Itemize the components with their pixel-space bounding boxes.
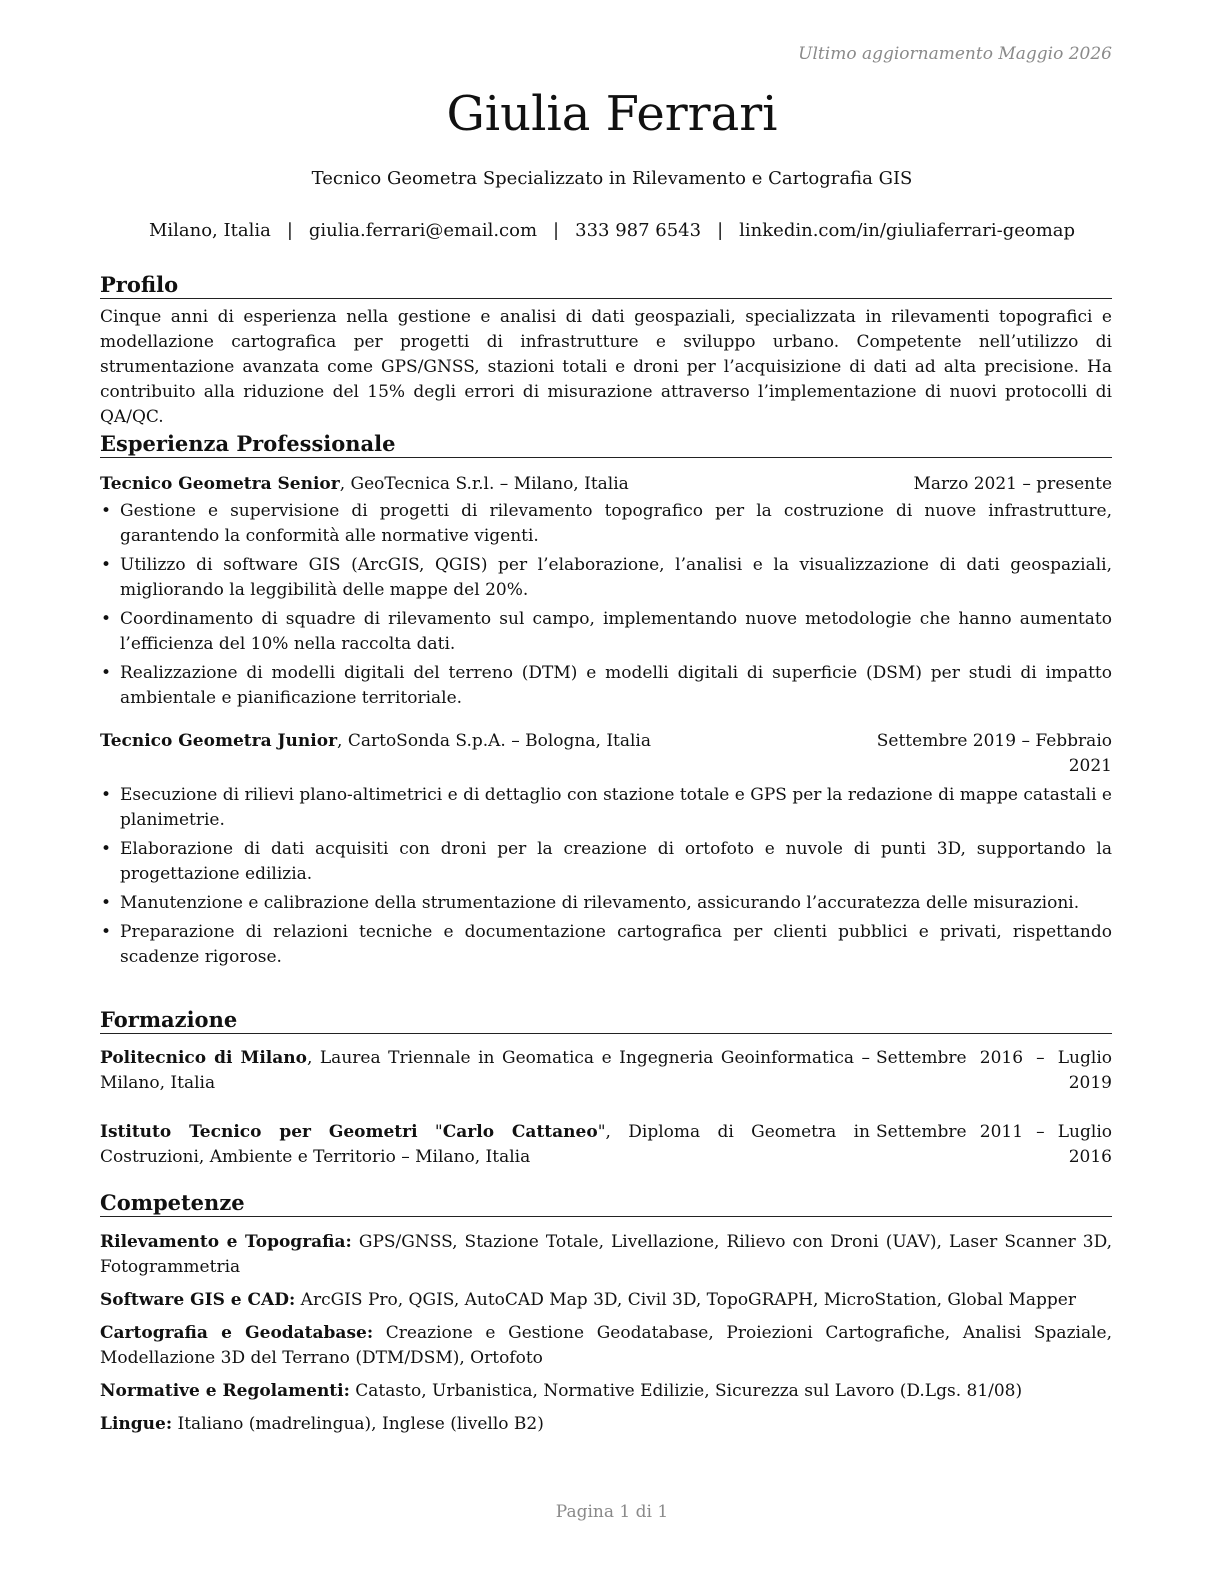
section-title-skills: Competenze <box>100 1190 1112 1217</box>
job-date: Marzo 2021 – presente <box>913 474 1112 494</box>
profile-section <box>100 272 1112 430</box>
profile-summary: Cinque anni di esperienza nella gestione e analisi di dati geospaziali, specializzata in rilevamenti topografici e modellazione cartografica per progetti di infrastrutture e sviluppo urbano. Competente nell’utilizzo di strumentazione avanzata come GPS/GNSS, stazioni totali e droni per l’acquisizione di dati ad alta precisione. Ha contribuito alla riduzione del 15% degli errori di misurazione attraverso l’implementazione di nuovi protocolli di QA/QC. <box>100 307 1112 427</box>
skill-label: Software GIS e CAD: <box>100 1290 296 1310</box>
skill-label: Rilevamento e Topografia: <box>100 1232 352 1252</box>
education-school: Politecnico di Milano <box>100 1048 307 1068</box>
candidate-name: Giulia Ferrari <box>446 86 778 142</box>
contact-line <box>0 220 1224 241</box>
quote-mark: " <box>417 1122 443 1142</box>
page-number: Pagina 1 di 1 <box>555 1502 669 1522</box>
job-entry <box>100 729 1112 970</box>
skill-label: Cartografia e Geodatabase: <box>100 1323 374 1343</box>
education-degree: , Diploma di Geometra in Costruzioni, Ambiente e Territorio – Milano, Italia <box>100 1122 871 1167</box>
list-item: • Manutenzione e calibrazione della strumentazione di rilevamento, assicurando l’accuratezza delle misurazioni. <box>120 891 1112 916</box>
list-item: • Coordinamento di squadre di rilevamento sul campo, implementando nuove metodologie che hanno aumentato l’efficienza del 10% nella raccolta dati. <box>120 607 1112 657</box>
quote-mark: " <box>597 1122 606 1142</box>
list-item: • Preparazione di relazioni tecniche e documentazione cartografica per clienti pubblici e privati, rispettando scadenze rigorose. <box>120 920 1112 970</box>
contact-separator: | <box>286 220 293 241</box>
contact-location: Milano, Italia <box>148 220 271 241</box>
experience-section <box>100 431 1112 974</box>
section-title-profile: Profilo <box>100 272 1112 299</box>
education-school-name: Carlo Cattaneo <box>442 1122 598 1142</box>
skill-text: GPS/GNSS, Stazione Totale, Livellazione, Rilievo con Droni (UAV), Laser Scanner 3D, Fotogrammetria <box>100 1232 1112 1277</box>
section-title-experience: Esperienza Professionale <box>100 431 1112 458</box>
skill-text: ArcGIS Pro, QGIS, AutoCAD Map 3D, Civil 3D, TopoGRAPH, MicroStation, Global Mapper <box>295 1290 1076 1310</box>
list-item: • Realizzazione di modelli digitali del terreno (DTM) e modelli digitali di superficie (DSM) per studi di impatto ambientale e pianificazione territoriale. <box>120 661 1112 711</box>
education-detail <box>100 1120 870 1170</box>
job-bullets <box>100 783 1112 970</box>
education-section <box>100 1007 1112 1170</box>
contact-email[interactable]: giulia.ferrari@email.com <box>308 220 538 241</box>
last-updated: Ultimo aggiornamento Maggio 2026 <box>798 44 1112 64</box>
education-detail <box>100 1046 870 1096</box>
education-school: Istituto Tecnico per Geometri <box>100 1122 418 1142</box>
section-title-education: Formazione <box>100 1007 1112 1034</box>
list-item: • Gestione e supervisione di progetti di rilevamento topografico per la costruzione di nuove infrastrutture, garantendo la conformità alle normative vigenti. <box>120 499 1112 549</box>
skill-label: Normative e Regolamenti: <box>100 1381 350 1401</box>
job-date: Settembre 2019 – Febbraio 2021 <box>876 731 1112 776</box>
skill-row <box>100 1288 1112 1313</box>
skills-section <box>100 1190 1112 1445</box>
contact-separator: | <box>553 220 560 241</box>
skill-row <box>100 1230 1112 1280</box>
contact-linkedin[interactable]: linkedin.com/in/giuliaferrari-geomap <box>739 220 1076 241</box>
list-item: • Elaborazione di dati acquisiti con droni per la creazione di ortofoto e nuvole di punti 3D, supportando la progettazione edilizia. <box>120 837 1112 887</box>
skill-row <box>100 1321 1112 1371</box>
skill-label: Lingue: <box>100 1414 173 1434</box>
skill-row <box>100 1379 1112 1404</box>
job-entry <box>100 472 1112 711</box>
contact-phone[interactable]: 333 987 6543 <box>575 220 702 241</box>
job-header <box>100 729 1112 779</box>
job-bullets <box>100 499 1112 711</box>
job-company: , GeoTecnica S.r.l. – Milano, Italia <box>339 474 629 494</box>
education-entry <box>100 1046 1112 1096</box>
list-item: • Esecuzione di rilievi plano-altimetrici e di dettaglio con stazione totale e GPS per la redazione di mappe catastali e planimetrie. <box>120 783 1112 833</box>
education-degree: , Laurea Triennale in Geomatica e Ingegneria Geoinformatica – Milano, Italia <box>100 1048 870 1093</box>
skill-text: Creazione e Gestione Geodatabase, Proiezioni Cartografiche, Analisi Spaziale, Modellazione 3D del Terrano (DTM/DSM), Ortofoto <box>100 1323 1112 1368</box>
list-item: • Utilizzo di software GIS (ArcGIS, QGIS) per l’elaborazione, l’analisi e la visualizzazione di dati geospaziali, migliorando la leggibilità delle mappe del 20%. <box>120 553 1112 603</box>
education-date: Settembre 2016 – Luglio 2019 <box>876 1048 1112 1093</box>
skill-text: Catasto, Urbanistica, Normative Edilizie, Sicurezza sul Lavoro (D.Lgs. 81/08) <box>349 1381 1023 1401</box>
education-date: Settembre 2011 – Luglio 2016 <box>876 1122 1112 1167</box>
contact-separator: | <box>717 220 724 241</box>
candidate-title: Tecnico Geometra Specializzato in Rilevamento e Cartografia GIS <box>311 168 913 189</box>
skill-text: Italiano (madrelingua), Inglese (livello B2) <box>172 1414 544 1434</box>
job-role: Tecnico Geometra Junior <box>100 731 338 751</box>
skill-row <box>100 1412 1112 1437</box>
job-header <box>100 472 1112 497</box>
job-company: , CartoSonda S.p.A. – Bologna, Italia <box>337 731 652 751</box>
education-entry <box>100 1120 1112 1170</box>
job-role: Tecnico Geometra Senior <box>100 474 340 494</box>
